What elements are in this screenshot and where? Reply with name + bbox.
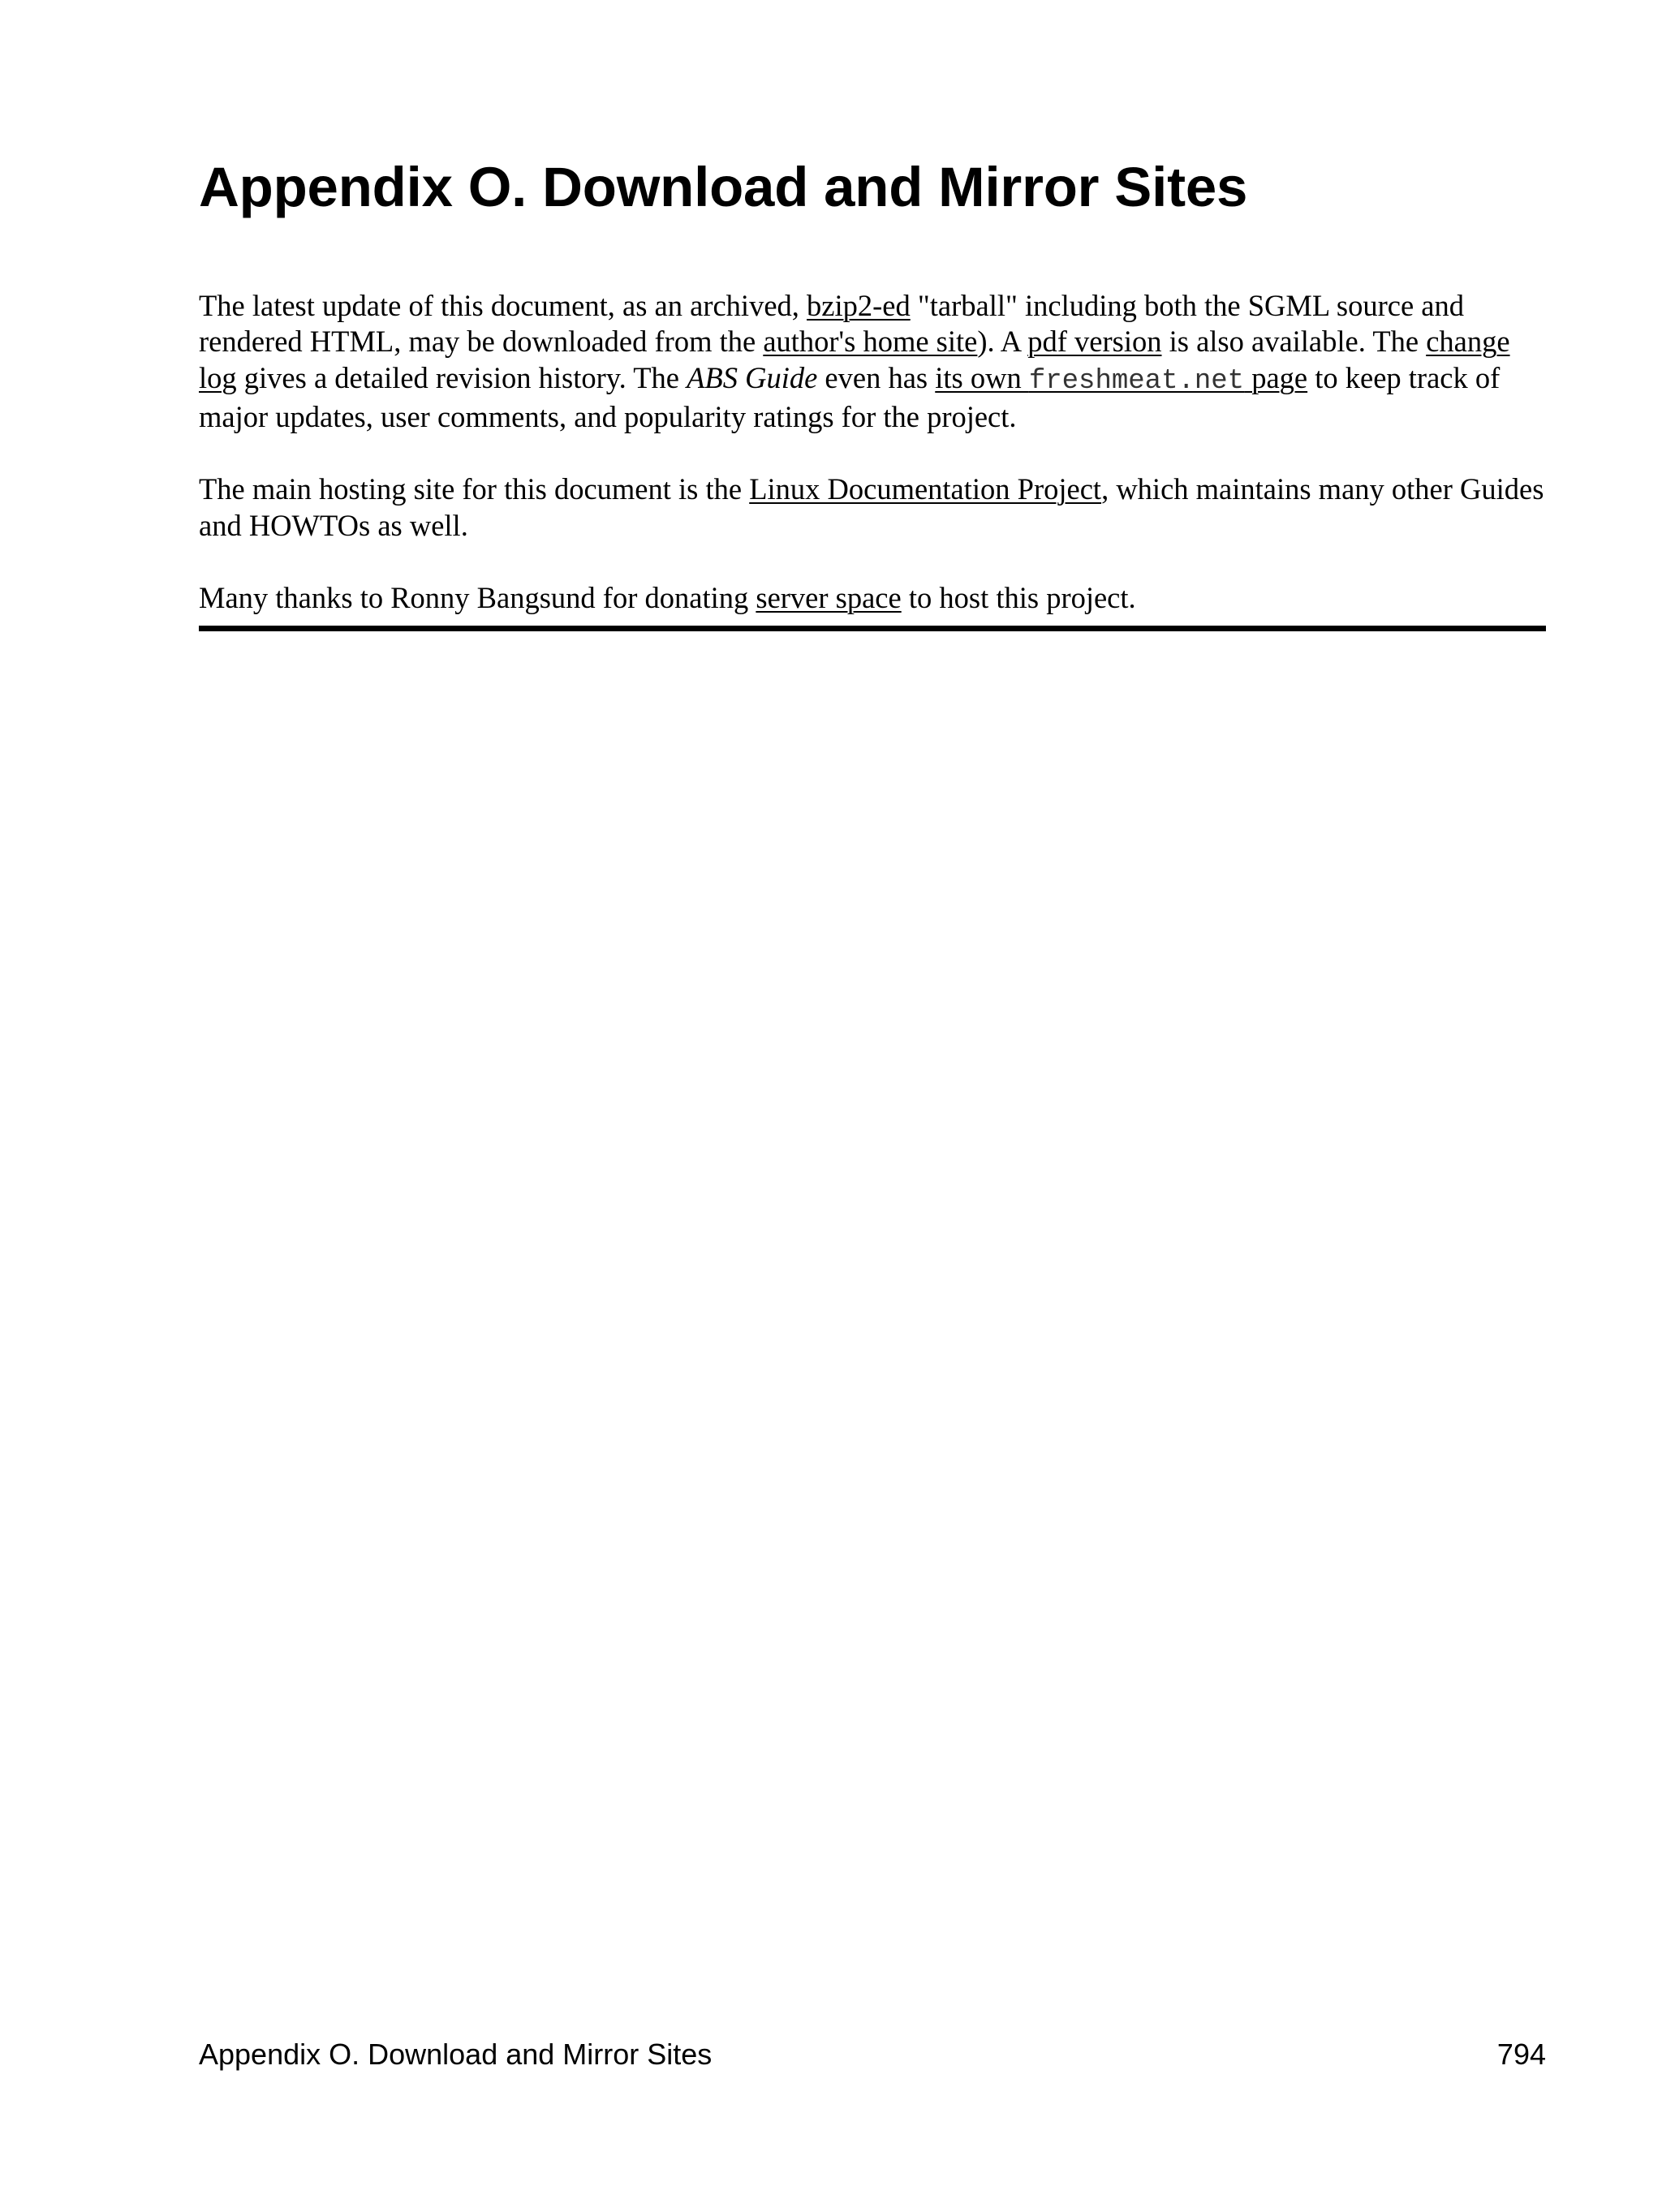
freshmeat-page-link[interactable] [935, 360, 1308, 397]
ldp-link[interactable]: Linux Documentation Project [749, 472, 1102, 506]
text: Many thanks to Ronny Bangsund for donating [199, 580, 756, 614]
horizontal-rule [199, 626, 1546, 631]
text: , which maintains many other Guides and HOWTOs as well. [199, 472, 1544, 542]
change-log-link[interactable]: change log [199, 325, 1510, 394]
paragraph-download [199, 288, 1546, 436]
text: The main hosting site for this document is the [199, 472, 750, 506]
bzip2-link[interactable]: bzip2-ed [807, 288, 911, 322]
freshmeat-link-text: its own [935, 360, 1029, 394]
paragraph-thanks [199, 580, 1546, 617]
page-footer [199, 2037, 1546, 2072]
text: gives a detailed revision history. The [236, 360, 687, 394]
footer-page-number: 794 [1496, 2038, 1546, 2071]
freshmeat-link-page: page [1244, 360, 1308, 394]
pdf-version-link[interactable]: pdf version [1027, 325, 1162, 359]
abs-guide-emphasis: ABS Guide [687, 360, 818, 394]
freshmeat-link-mono: freshmeat.net [1028, 365, 1245, 397]
footer-section-title: Appendix O. Download and Mirror Sites [199, 2038, 713, 2071]
text: ). A [977, 325, 1028, 359]
text: to keep track of major updates, user comments, and popularity ratings for the project. [199, 360, 1501, 434]
text: even has [817, 360, 936, 394]
text: is also available. The [1161, 325, 1427, 359]
text: The latest update of this document, as an archived, [199, 288, 807, 322]
author-home-site-link[interactable]: author's home site [763, 325, 978, 359]
page-content [199, 154, 1546, 631]
page-title: Appendix O. Download and Mirror Sites [199, 156, 1248, 218]
text: to host this project. [901, 580, 1136, 614]
text: "tarball" including both the SGML source and rendered HTML, may be downloaded from the [199, 288, 1465, 359]
paragraph-hosting [199, 471, 1546, 544]
server-space-link[interactable]: server space [756, 580, 902, 614]
